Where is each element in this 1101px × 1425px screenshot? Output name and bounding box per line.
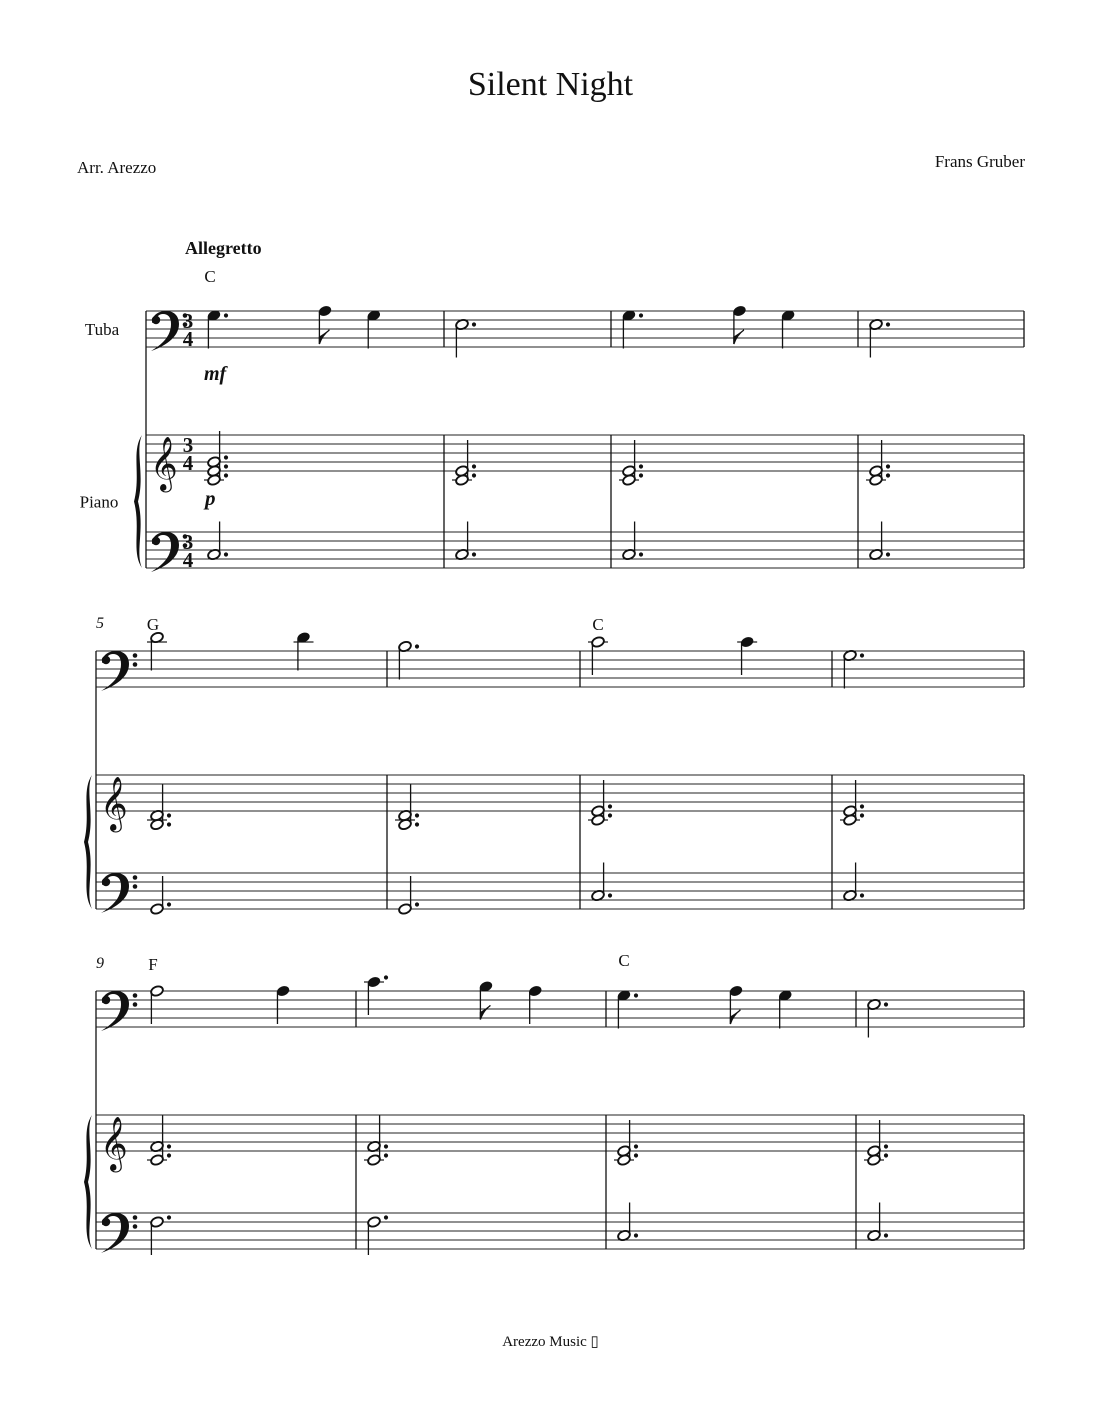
bass-clef-dot [133, 653, 138, 658]
note-flag [730, 1010, 740, 1024]
arranger-credit: Arr. Arezzo [77, 158, 157, 177]
augmentation-dot [639, 313, 643, 317]
augmentation-dot [384, 1144, 388, 1148]
score-title: Silent Night [467, 66, 634, 103]
augmentation-dot [860, 893, 864, 897]
augmentation-dot [886, 552, 890, 556]
augmentation-dot [634, 993, 638, 997]
augmentation-dot [167, 902, 171, 906]
augmentation-dot [415, 822, 419, 826]
augmentation-dot [472, 552, 476, 556]
augmentation-dot [384, 975, 388, 979]
augmentation-dot [167, 1215, 171, 1219]
augmentation-dot [384, 1215, 388, 1219]
chord-symbol: G [146, 615, 160, 634]
dynamic-piano: p [205, 486, 216, 510]
chord-symbol: F [148, 955, 158, 974]
augmentation-dot [884, 1002, 888, 1006]
augmentation-dot [167, 1144, 171, 1148]
time-signature-top: 3 [182, 433, 194, 457]
bass-clef-dot [102, 996, 110, 1004]
augmentation-dot [860, 653, 864, 657]
time-signature-bottom: 4 [182, 451, 194, 475]
piano-brace [134, 435, 142, 568]
bass-clef-dot [152, 537, 160, 545]
augmentation-dot [884, 1144, 888, 1148]
time-signature-top: 3 [182, 530, 194, 554]
time-signature-top: 3 [182, 309, 194, 333]
measure-number: 9 [96, 955, 104, 972]
time-signature-bottom: 4 [182, 327, 194, 351]
bass-clef-dot [133, 875, 138, 880]
footer-credit: Arezzo Music ▯ [502, 1334, 599, 1350]
augmentation-dot [608, 893, 612, 897]
augmentation-dot [860, 804, 864, 808]
augmentation-dot [634, 1144, 638, 1148]
augmentation-dot [634, 1153, 638, 1157]
treble-clef: 𝄞 [150, 438, 178, 490]
augmentation-dot [886, 322, 890, 326]
piano-brace [84, 775, 92, 909]
measure-number: 5 [96, 615, 104, 632]
bass-clef-dot [133, 1002, 138, 1007]
bass-clef-dot [133, 993, 138, 998]
augmentation-dot [224, 473, 228, 477]
augmentation-dot [415, 644, 419, 648]
tempo-marking: Allegretto [185, 238, 262, 258]
bass-clef-dot [102, 1218, 110, 1226]
augmentation-dot [224, 464, 228, 468]
bass-clef-dot [133, 1215, 138, 1220]
chord-symbol: C [592, 615, 604, 634]
bass-clef-dot [133, 662, 138, 667]
bass-clef-dot [152, 316, 160, 324]
augmentation-dot [634, 1233, 638, 1237]
augmentation-dot [886, 473, 890, 477]
bass-clef-dot [102, 878, 110, 886]
augmentation-dot [384, 1153, 388, 1157]
augmentation-dot [224, 313, 228, 317]
augmentation-dot [472, 473, 476, 477]
augmentation-dot [224, 552, 228, 556]
dynamic-tuba: mf [204, 363, 227, 385]
note-flag [480, 1006, 490, 1020]
augmentation-dot [886, 464, 890, 468]
augmentation-dot [472, 464, 476, 468]
treble-clef: 𝄞 [100, 1118, 128, 1170]
treble-clef: 𝄞 [100, 778, 128, 830]
augmentation-dot [472, 322, 476, 326]
augmentation-dot [639, 464, 643, 468]
bass-clef-dot [133, 884, 138, 889]
piano-brace [84, 1115, 92, 1249]
augmentation-dot [639, 552, 643, 556]
note-flag [319, 330, 329, 344]
bass-clef-dot [133, 1224, 138, 1229]
augmentation-dot [167, 1153, 171, 1157]
augmentation-dot [415, 902, 419, 906]
augmentation-dot [167, 813, 171, 817]
augmentation-dot [224, 455, 228, 459]
augmentation-dot [639, 473, 643, 477]
composer-credit: Frans Gruber [934, 152, 1025, 171]
instrument-label-tuba: Tuba [84, 320, 120, 339]
instrument-label-piano: Piano [79, 492, 119, 512]
augmentation-dot [415, 813, 419, 817]
chord-symbol: C [204, 267, 216, 286]
time-signature-bottom: 4 [182, 548, 194, 572]
bass-clef-dot [102, 656, 110, 664]
augmentation-dot [608, 804, 612, 808]
augmentation-dot [884, 1153, 888, 1157]
augmentation-dot [608, 813, 612, 817]
augmentation-dot [884, 1233, 888, 1237]
chord-symbol: C [618, 951, 630, 970]
augmentation-dot [860, 813, 864, 817]
note-flag [734, 330, 744, 344]
augmentation-dot [167, 822, 171, 826]
